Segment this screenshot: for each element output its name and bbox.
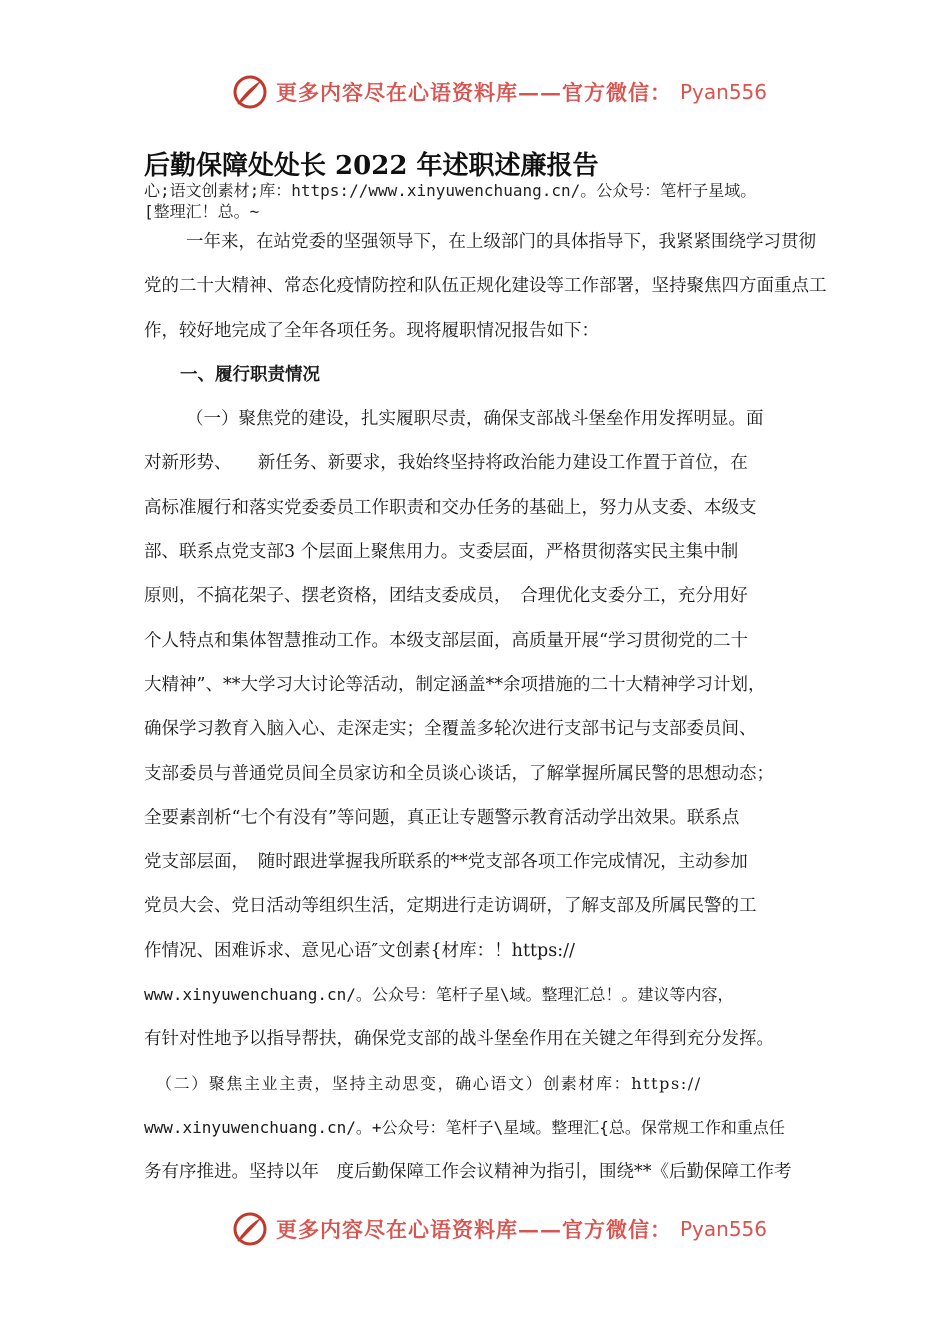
document-body — [144, 220, 834, 1195]
paragraph-line: 党的二十大精神、常态化疫情防控和队伍正规化建设等工作部署，坚持聚焦四方面重点工 — [144, 276, 827, 297]
paragraph-line: 支部委员与普通党员间全员家访和全员谈心谈话，了解掌握所属民警的思想动态； — [144, 763, 774, 784]
paragraph-line: （二）聚焦主业主责，坚持主动思变，确心语文）创素材库：https:// — [156, 1073, 702, 1093]
paragraph-line: 原则，不搞花架子、摆老资格，团结支委成员， 合理优化支委分工，充分用好 — [144, 586, 748, 607]
paragraph-line: 确保学习教育入脑入心、走深走实；全覆盖多轮次进行支部书记与支部委员间、 — [144, 719, 757, 740]
banner-slogan: 更多内容尽在心语资料库——官方微信： — [276, 80, 672, 105]
paragraph-line: www.xinyuwenchuang.cn/。公众号：笔杆子星\域。整理汇总！。建议等内容， — [144, 985, 734, 1005]
watermark-line-1: 心;语文创素材;库：https://www.xinyuwenchuang.cn/。公众号：笔杆子星域。 — [144, 181, 757, 200]
paragraph-line: 党支部层面， 随时跟进掌握我所联系的**党支部各项工作完成情况，主动参加 — [144, 852, 748, 873]
quill-logo-icon — [232, 1211, 268, 1247]
paragraph-line: www.xinyuwenchuang.cn/。+公众号：笔杆子\星域。整理汇{总。保常规工作和重点任 — [144, 1117, 785, 1137]
paragraph-line: 高标准履行和落实党委委员工作职责和交办任务的基础上，努力从支委、本级支 — [144, 497, 757, 518]
banner-wechat-id: Pyan556 — [680, 1217, 768, 1241]
paragraph-line: 作，较好地完成了全年各项任务。现将履职情况报告如下： — [144, 320, 599, 341]
paragraph-line: 党员大会、党日活动等组织生活，定期进行走访调研，了解支部及所属民警的工 — [144, 896, 757, 917]
paragraph-line: 对新形势、 新任务、新要求，我始终坚持将政治能力建设工作置于首位，在 — [144, 453, 748, 474]
footer-banner — [232, 1209, 767, 1249]
header-banner — [232, 72, 767, 112]
paragraph-line: （一）聚焦党的建设，扎实履职尽责，确保支部战斗堡垒作用发挥明显。面 — [186, 409, 764, 430]
banner-slogan: 更多内容尽在心语资料库——官方微信： — [276, 1217, 672, 1242]
paragraph-line: 个人特点和集体智慧推动工作。本级支部层面，高质量开展“学习贯彻党的二十 — [144, 630, 748, 651]
quill-logo-icon — [232, 74, 268, 110]
paragraph-line: 部、联系点党支部3 个层面上聚焦用力。支委层面，严格贯彻落实民主集中制 — [144, 542, 739, 563]
paragraph-line: 一年来，在站党委的坚强领导下，在上级部门的具体指导下，我紧紧围绕学习贯彻 — [186, 232, 816, 252]
paragraph-line: 作情况、困难诉求、意见心语″文创素{材库：！https:// — [144, 940, 575, 961]
paragraph-line: 有针对性地予以指导帮扶，确保党支部的战斗堡垒作用在关键之年得到充分发挥。 — [144, 1029, 774, 1050]
banner-wechat-id: Pyan556 — [680, 80, 768, 104]
paragraph-line: 大精神”、**大学习大讨论等活动，制定涵盖**余项措施的二十大精神学习计划， — [144, 674, 766, 695]
paragraph-line: 务有序推进。坚持以年 度后勤保障工作会议精神为指引，围绕**《后勤保障工作考 — [144, 1162, 792, 1183]
paragraph-line: 全要素剖析“七个有没有”等问题，真正让专题警示教育活动学出效果。联系点 — [144, 807, 740, 828]
watermark-line-2: [整理汇！总。~ — [144, 202, 260, 221]
document-title: 后勤保障处处长 2022 年述职述廉报告 — [144, 151, 599, 181]
section-heading: 一、履行职责情况 — [180, 364, 320, 385]
